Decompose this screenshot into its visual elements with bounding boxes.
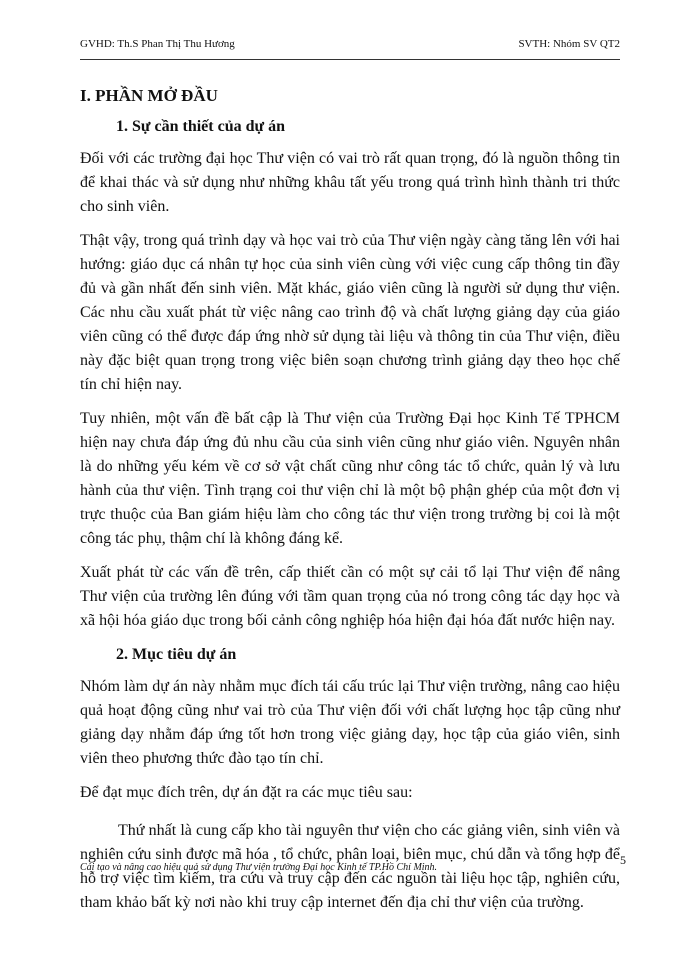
paragraph: Xuất phát từ các vấn đề trên, cấp thiết cần có một sự cải tổ lại Thư viện để nâng Thư viện của trường lên đúng với tầm quan trọng của nó trong công tác dạy học và xã hội hóa giáo dục trong bối cảnh công nghiệp hóa hiện đại hóa đất nước hiện nay. <box>80 564 620 629</box>
paragraph: Để đạt mục đích trên, dự án đặt ra các mục tiêu sau: <box>80 784 413 801</box>
subsection-2-title: 2. Mục tiêu dự án <box>116 646 237 663</box>
document-body <box>80 84 620 925</box>
page-header <box>80 38 620 50</box>
indented-paragraph: Thứ nhất là cung cấp kho tài nguyên thư viện cho các giảng viên, sinh viên và nghiên cứu sinh được mã hóa , tổ chức, phân loại, biên mục, chú dẫn và tổng hợp để hỗ trợ việc tìm kiếm, tra cứu và truy cập đến các nguồn tài liệu học tập, nghiên cứu, tham khảo bất kỳ nơi nào khi truy cập internet đến địa chỉ thư viện của trường. <box>80 822 620 911</box>
section-title: I. PHẦN MỞ ĐẦU <box>80 86 218 105</box>
header-advisor: GVHD: Th.S Phan Thị Thu Hương <box>80 38 235 50</box>
header-students: SVTH: Nhóm SV QT2 <box>518 38 620 50</box>
subsection-1-title: 1. Sự cần thiết của dự án <box>116 118 285 135</box>
paragraph: Tuy nhiên, một vấn đề bất cập là Thư viện của Trường Đại học Kinh Tế TPHCM hiện nay chưa đáp ứng đủ nhu cầu của sinh viên cũng như giáo viên. Nguyên nhân là do những yếu kém về cơ sở vật chất cũng như công tác tổ chức, quản lý và lưu hành của thư viện. Tình trạng coi thư viện chỉ là một bộ phận ghép của một đơn vị trực thuộc của Ban giám hiệu làm cho công tác thư viện trong trường bị coi là một công tác phụ, thậm chí là không đáng kể. <box>80 410 620 547</box>
page-number: 5 <box>620 853 626 867</box>
header-divider <box>80 59 620 60</box>
paragraph: Đối với các trường đại học Thư viện có vai trò rất quan trọng, đó là nguồn thông tin để khai thác và sử dụng như những khâu tất yếu trong quá trình hình thành tri thức cho sinh viên. <box>80 150 620 215</box>
paragraph: Thật vậy, trong quá trình dạy và học vai trò của Thư viện ngày càng tăng lên với hai hướng: giáo dục cá nhân tự học của sinh viên cùng với việc cung cấp thông tin đầy đủ và gần nhất đến sinh viên. Mặt khác, giáo viên cũng là người sử dụng thư viện. Các nhu cầu xuất phát từ việc nâng cao trình độ và chất lượng giảng dạy của giáo viên cũng có thể được đáp ứng nhờ sử dụng tài liệu và thông tin của Thư viện, điều này đặc biệt quan trọng trong việc biên soạn chương trình giảng dạy theo học chế tín chỉ hiện nay. <box>80 232 620 393</box>
footer-caption: Cải tạo và nâng cao hiệu quả sử dụng Thư viện trường Đại học Kinh tế TP.Hồ Chí Minh. <box>80 862 438 873</box>
paragraph: Nhóm làm dự án này nhằm mục đích tái cấu trúc lại Thư viện trường, nâng cao hiệu quả hoạt động cũng như vai trò của Thư viện đối với chất lượng học tập cũng như giảng dạy nhằm đáp ứng tốt hơn trong việc giảng dạy, học tập của giáo viên, sinh viên theo phương thức đào tạo tín chỉ. <box>80 678 620 767</box>
